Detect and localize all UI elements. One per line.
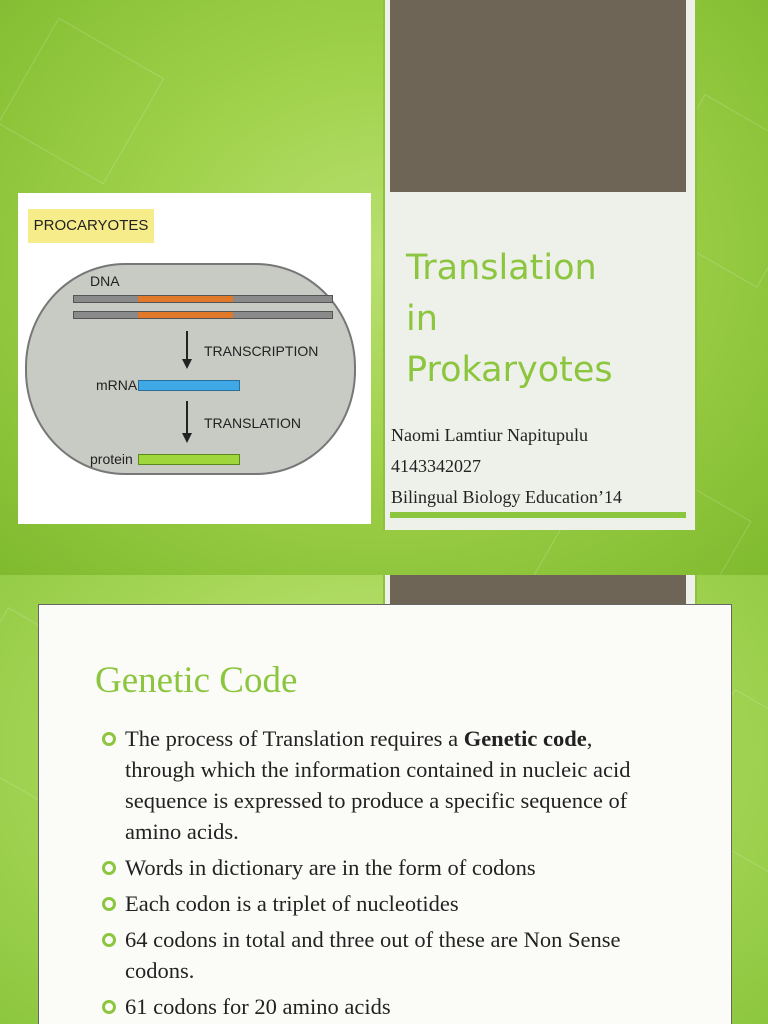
background-hexagon — [0, 18, 164, 185]
bullet-text: The process of Translation requires a — [125, 726, 464, 751]
author-program: Bilingual Biology Education’14 — [391, 487, 622, 507]
protein-label: protein — [90, 451, 133, 467]
author-id: 4143342027 — [391, 456, 481, 476]
mrna-label: mRNA — [96, 377, 138, 393]
list-item — [99, 991, 659, 1022]
ring-bullet-icon — [102, 1000, 116, 1014]
bullet-text: Words in dictionary are in the form of codons — [125, 855, 536, 880]
gene-segment-top — [138, 296, 233, 302]
ring-bullet-icon — [102, 732, 116, 746]
transcription-label: TRANSCRIPTION — [204, 343, 319, 359]
slide-heading: Genetic Code — [95, 660, 298, 701]
gene-segment-bottom — [138, 312, 233, 318]
protein-bar — [138, 454, 240, 465]
list-item — [99, 723, 659, 847]
title-line: in — [406, 299, 438, 339]
ring-bullet-icon — [102, 933, 116, 947]
list-item — [99, 888, 659, 919]
list-item — [99, 852, 659, 883]
mrna-bar — [138, 380, 240, 391]
dna-label: DNA — [90, 273, 120, 289]
title-line: Prokaryotes — [406, 350, 613, 390]
bullet-bold-term: Genetic code — [463, 726, 587, 751]
ring-bullet-icon — [102, 861, 116, 875]
bullet-text: , through which the information contained in nucleic acid sequence is expressed to produce a specific sequence of amino acids. — [125, 726, 631, 844]
transcription-arrow-head — [182, 359, 192, 369]
translation-label: TRANSLATION — [204, 415, 301, 431]
diagram-label: PROCARYOTES — [28, 209, 154, 243]
title-dark-block — [390, 0, 686, 192]
list-item — [99, 924, 659, 986]
prokaryote-diagram — [18, 193, 371, 524]
bullet-text: Each codon is a triplet of nucleotides — [125, 891, 459, 916]
author-name: Naomi Lamtiur Napitupulu — [391, 425, 588, 445]
title-line: Translation — [406, 248, 597, 288]
content-slide — [0, 575, 768, 1024]
translation-arrow — [186, 401, 188, 435]
author-block — [391, 420, 622, 513]
translation-arrow-head — [182, 433, 192, 443]
ring-bullet-icon — [102, 897, 116, 911]
bullet-list — [99, 723, 659, 1024]
bullet-text: 61 codons for 20 amino acids — [125, 994, 391, 1019]
transcription-arrow — [186, 331, 188, 361]
bullet-text: 64 codons in total and three out of these are Non Sense codons. — [125, 927, 621, 983]
title-underline — [390, 512, 686, 518]
content-box — [38, 604, 732, 1024]
slide-title — [406, 243, 676, 396]
